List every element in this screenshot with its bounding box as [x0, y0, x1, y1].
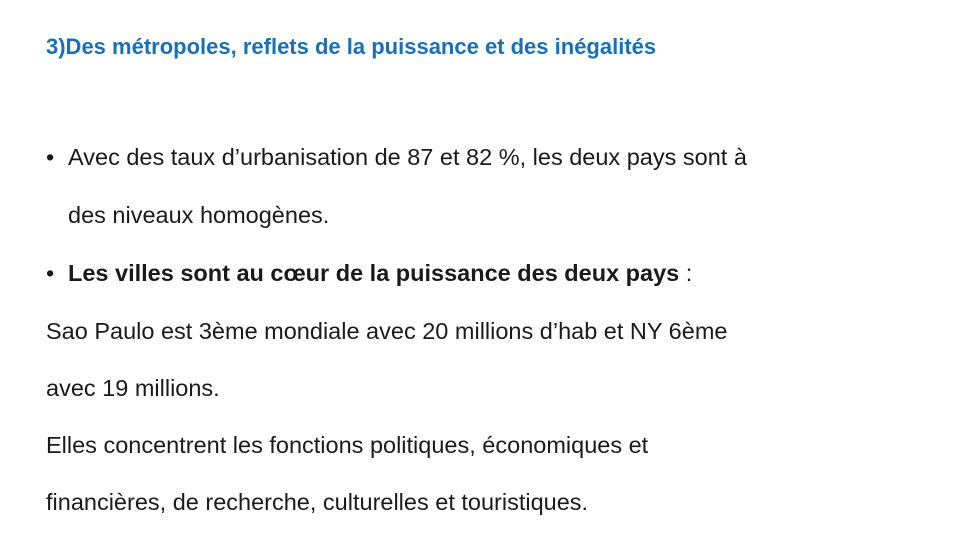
paragraph-line-2: avec 19 millions.: [46, 375, 220, 401]
bullet-icon: •: [46, 144, 55, 170]
bullet-icon: •: [46, 260, 55, 286]
bullet-suffix: :: [679, 260, 693, 286]
bullet-text-line2: des niveaux homogènes.: [68, 202, 330, 228]
bullet-item-urbanisation: [46, 143, 747, 171]
bullet-item-villes: [46, 259, 692, 287]
paragraph-line-3: Elles concentrent les fonctions politiques, économiques et: [46, 432, 649, 458]
slide-title: 3)Des métropoles, reflets de la puissance et des inégalités: [46, 34, 657, 59]
paragraph-line-1: Sao Paulo est 3ème mondiale avec 20 millions d’hab et NY 6ème: [46, 318, 728, 344]
bullet-bold-text: Les villes sont au cœur de la puissance des deux pays: [68, 260, 680, 286]
paragraph-line-4: financières, de recherche, culturelles et touristiques.: [46, 489, 589, 515]
bullet-text-line1: Avec des taux d’urbanisation de 87 et 82 %, les deux pays sont à: [68, 144, 747, 170]
